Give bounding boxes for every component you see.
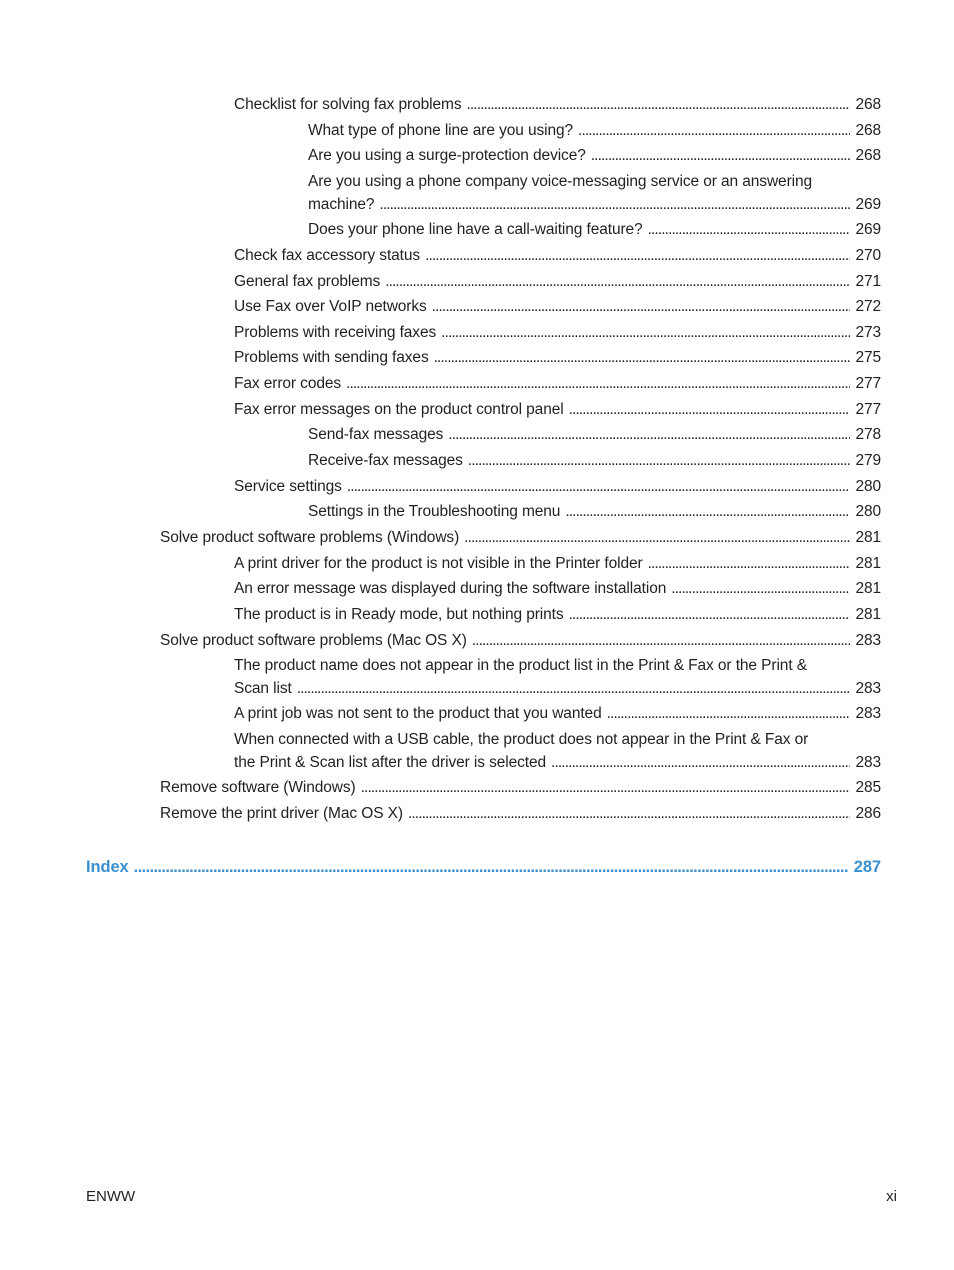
toc-entry[interactable] — [234, 552, 881, 575]
toc-entry[interactable] — [160, 526, 881, 549]
dot-leader — [425, 244, 850, 267]
toc-page-number: 281 — [855, 580, 881, 597]
toc-entry-title: Receive-fax messages — [308, 452, 463, 469]
toc-page-number: 283 — [855, 754, 881, 771]
toc-entry[interactable] — [234, 346, 881, 369]
toc-index-page-number: 287 — [853, 858, 881, 876]
dot-leader — [379, 193, 850, 216]
dot-leader — [408, 802, 850, 825]
toc-entry[interactable] — [234, 603, 881, 626]
dot-leader — [385, 270, 850, 293]
toc-entry-title: Scan list — [234, 680, 292, 697]
toc-page-number: 280 — [855, 503, 881, 520]
toc-entry-title-first-line: The product name does not appear in the product list in the Print & Fax or the Print & — [234, 657, 807, 674]
dot-leader — [441, 321, 850, 344]
toc-entry[interactable] — [234, 93, 881, 116]
toc-entry-title: Fax error codes — [234, 375, 342, 392]
dot-leader — [578, 119, 850, 142]
toc-entry-title-first-line: Are you using a phone company voice-messaging service or an answering — [308, 173, 813, 190]
toc-page-number: 275 — [855, 349, 881, 366]
dot-leader — [432, 295, 851, 318]
toc-page-number: 268 — [855, 96, 881, 113]
toc-page-number: 273 — [855, 324, 881, 341]
toc-entry[interactable] — [234, 270, 881, 293]
toc-entry-title: Check fax accessory status — [234, 247, 421, 264]
dot-leader — [134, 856, 849, 879]
toc-page-number: 283 — [855, 680, 881, 697]
toc-entry[interactable] — [308, 119, 881, 142]
dot-leader — [551, 751, 850, 774]
dot-leader — [648, 552, 851, 575]
dot-leader — [607, 702, 851, 725]
toc-entry-title: An error message was displayed during the software installation — [234, 580, 667, 597]
toc-entry[interactable] — [234, 702, 881, 725]
toc-page-number: 271 — [855, 273, 881, 290]
dot-leader — [361, 776, 851, 799]
footer-page-number: xi — [886, 1188, 897, 1205]
toc-entry-title: Service settings — [234, 478, 342, 495]
dot-leader — [569, 603, 851, 626]
toc-entry[interactable] — [160, 776, 881, 799]
dot-leader — [464, 526, 850, 549]
toc-entry-title: machine? — [308, 196, 375, 213]
toc-entry-title: General fax problems — [234, 273, 381, 290]
toc-entry-title: Are you using a surge-protection device? — [308, 147, 586, 164]
toc-entry-title: A print job was not sent to the product that you wanted — [234, 705, 602, 722]
toc-entry[interactable] — [308, 423, 881, 446]
toc-page-number: 279 — [855, 452, 881, 469]
toc-page-number: 268 — [855, 147, 881, 164]
toc-page-number: 281 — [855, 529, 881, 546]
dot-leader — [297, 677, 851, 700]
toc-entry[interactable] — [234, 728, 881, 774]
toc-entry-title: Use Fax over VoIP networks — [234, 298, 427, 315]
toc-entry[interactable] — [160, 629, 881, 652]
toc-page-number: 281 — [855, 606, 881, 623]
dot-leader — [569, 398, 851, 421]
toc-entry[interactable] — [308, 449, 881, 472]
dot-leader — [565, 500, 850, 523]
toc-entry-title: Remove the print driver (Mac OS X) — [160, 805, 403, 822]
toc-entry[interactable] — [308, 218, 881, 241]
toc-entry-title: Does your phone line have a call-waiting feature? — [308, 221, 643, 238]
toc-page-number: 272 — [855, 298, 881, 315]
toc-page-number: 269 — [855, 196, 881, 213]
dot-leader — [448, 423, 850, 446]
toc-entry-title: Solve product software problems (Mac OS X) — [160, 632, 467, 649]
toc-page-number: 283 — [855, 632, 881, 649]
toc-entry[interactable] — [234, 475, 881, 498]
toc-page-number: 268 — [855, 122, 881, 139]
toc-entry[interactable] — [234, 244, 881, 267]
footer-left-label: ENWW — [86, 1188, 136, 1205]
toc-entry-title: Fax error messages on the product control panel — [234, 401, 564, 418]
toc-page-number: 278 — [855, 426, 881, 443]
toc-entry-title: Solve product software problems (Windows) — [160, 529, 460, 546]
toc-entry[interactable] — [308, 500, 881, 523]
toc-entry-title: Checklist for solving fax problems — [234, 96, 462, 113]
toc-entry-title: Problems with sending faxes — [234, 349, 429, 366]
toc-entry-title: The product is in Ready mode, but nothing prints — [234, 606, 564, 623]
toc-page-number: 281 — [855, 555, 881, 572]
toc-entry[interactable] — [234, 577, 881, 600]
toc-entry[interactable] — [160, 802, 881, 825]
toc-page-number: 277 — [855, 401, 881, 418]
toc-entry-title: Remove software (Windows) — [160, 779, 356, 796]
dot-leader — [466, 93, 850, 116]
toc-entry[interactable] — [308, 170, 881, 216]
toc-entry[interactable] — [234, 372, 881, 395]
dot-leader — [347, 475, 851, 498]
toc-entry[interactable] — [234, 321, 881, 344]
toc-entry[interactable] — [234, 295, 881, 318]
toc-page-number: 285 — [855, 779, 881, 796]
toc-entry-title: the Print & Scan list after the driver is selected — [234, 754, 547, 771]
dot-leader — [472, 629, 851, 652]
toc-page-number: 270 — [855, 247, 881, 264]
dot-leader — [346, 372, 850, 395]
toc-index-title: Index — [86, 858, 129, 876]
toc-entry-title: Problems with receiving faxes — [234, 324, 437, 341]
toc-entry-index[interactable] — [86, 856, 881, 879]
toc-page-number: 277 — [855, 375, 881, 392]
dot-leader — [591, 144, 851, 167]
toc-page-number: 280 — [855, 478, 881, 495]
toc-entry-title: A print driver for the product is not visible in the Printer folder — [234, 555, 643, 572]
toc-entry-title: What type of phone line are you using? — [308, 122, 574, 139]
dot-leader — [671, 577, 850, 600]
toc-page-number: 283 — [855, 705, 881, 722]
toc-page-number: 286 — [855, 805, 881, 822]
toc-entry-title: Settings in the Troubleshooting menu — [308, 503, 561, 520]
dot-leader — [648, 218, 851, 241]
toc-entry[interactable] — [234, 654, 881, 700]
toc-entry[interactable] — [234, 398, 881, 421]
dot-leader — [468, 449, 851, 472]
toc-entry-title-first-line: When connected with a USB cable, the product does not appear in the Print & Fax or — [234, 731, 809, 748]
toc-entry-title: Send-fax messages — [308, 426, 444, 443]
toc-entry[interactable] — [308, 144, 881, 167]
dot-leader — [434, 346, 851, 369]
toc-page-number: 269 — [855, 221, 881, 238]
